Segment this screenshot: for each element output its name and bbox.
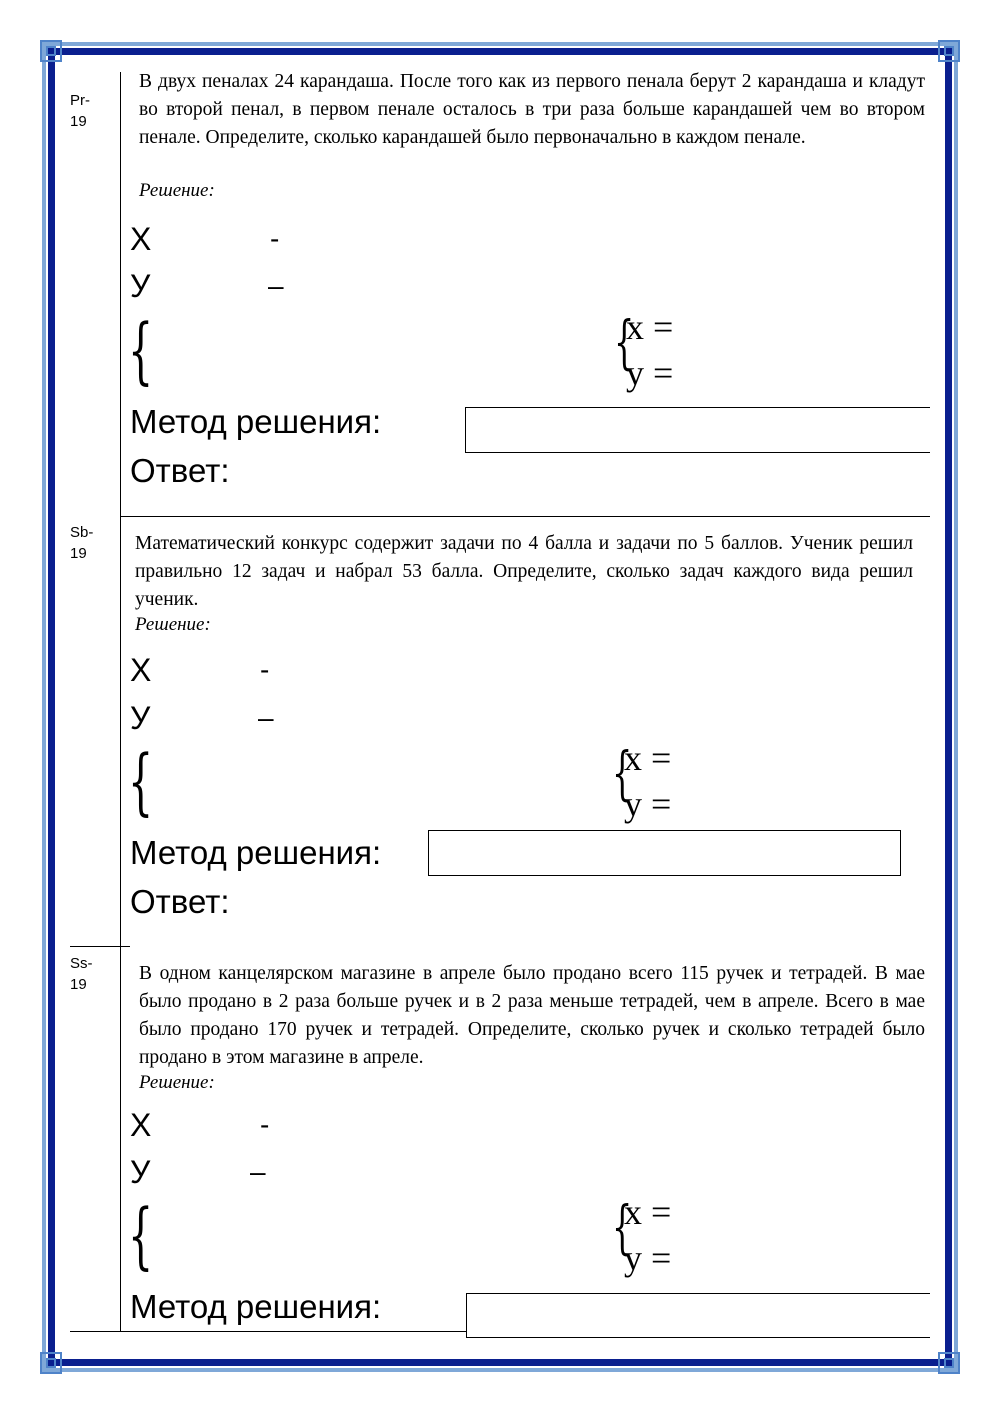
solution-x: x = (624, 738, 672, 778)
solution-brace: { (612, 739, 633, 807)
variable-x-label: Х (130, 1107, 152, 1143)
variable-y-label: У (130, 268, 151, 304)
row-divider (70, 1331, 466, 1332)
variable-x-dash: - (260, 1109, 270, 1140)
variable-y-dash: – (268, 270, 284, 301)
task-code: Pr- 19 (70, 92, 90, 130)
frame-corner-ornament (40, 40, 62, 62)
method-label: Метод решения: (130, 1288, 382, 1325)
variable-y-label: У (130, 1154, 151, 1190)
solution-brace: { (612, 1193, 633, 1261)
variable-y-label: У (130, 700, 151, 736)
frame-corner-ornament (40, 1352, 62, 1374)
task-text: В одном канцелярском магазине в апреле было продано всего 115 ручек и тетрадей. В мае было продано в 2 раза больше ручек и в 2 раза меньше тетрадей, чем в апреле. Всего в мае было продано 170 ручек и тетрадей. Определите, сколько ручек и сколько тетрадей было продано в этом магазине в апреле. (139, 963, 925, 1068)
system-brace: { (128, 308, 154, 392)
table-column-divider (120, 72, 121, 1332)
task-code: Ss- 19 (70, 955, 93, 993)
answer-label: Ответ: (130, 452, 230, 489)
solution-x: x = (624, 1192, 672, 1232)
variable-x-dash: - (270, 223, 280, 254)
method-input-box[interactable] (466, 1293, 930, 1338)
variable-x-label: Х (130, 221, 152, 257)
solution-y: y = (624, 784, 672, 824)
solution-y: y = (624, 1238, 672, 1278)
solution-label: Решение: (139, 1072, 215, 1093)
task-code: Sb- 19 (70, 524, 94, 562)
solution-y: y = (626, 353, 674, 393)
solution-brace: { (614, 308, 635, 376)
method-label: Метод решения: (130, 403, 382, 440)
system-brace: { (128, 739, 154, 823)
solution-label: Решение: (139, 180, 215, 201)
variable-x-label: Х (130, 652, 152, 688)
method-label: Метод решения: (130, 834, 382, 871)
row-divider (120, 516, 930, 517)
row-divider (70, 946, 130, 947)
task-text: В двух пеналах 24 карандаша. После того как из первого пенала берут 2 карандаша и кладут во второй пенал, в первом пенале осталось в три раза больше карандашей чем во втором пенале. Определите, сколько карандашей было первоначально в каждом пенале. (139, 71, 925, 148)
system-brace: { (128, 1193, 154, 1277)
method-input-box[interactable] (428, 830, 901, 876)
answer-label: Ответ: (130, 883, 230, 920)
frame-corner-ornament (938, 40, 960, 62)
page-frame-inner (48, 48, 952, 1366)
solution-x: x = (626, 307, 674, 347)
solution-label: Решение: (135, 614, 211, 635)
frame-corner-ornament (938, 1352, 960, 1374)
method-input-box[interactable] (465, 407, 930, 453)
task-text: Математический конкурс содержит задачи по 4 балла и задачи по 5 баллов. Ученик решил правильно 12 задач и набрал 53 балла. Определите, сколько задач каждого вида решил ученик. (135, 533, 913, 610)
variable-x-dash: - (260, 654, 270, 685)
variable-y-dash: – (258, 702, 274, 733)
variable-y-dash: – (250, 1156, 266, 1187)
